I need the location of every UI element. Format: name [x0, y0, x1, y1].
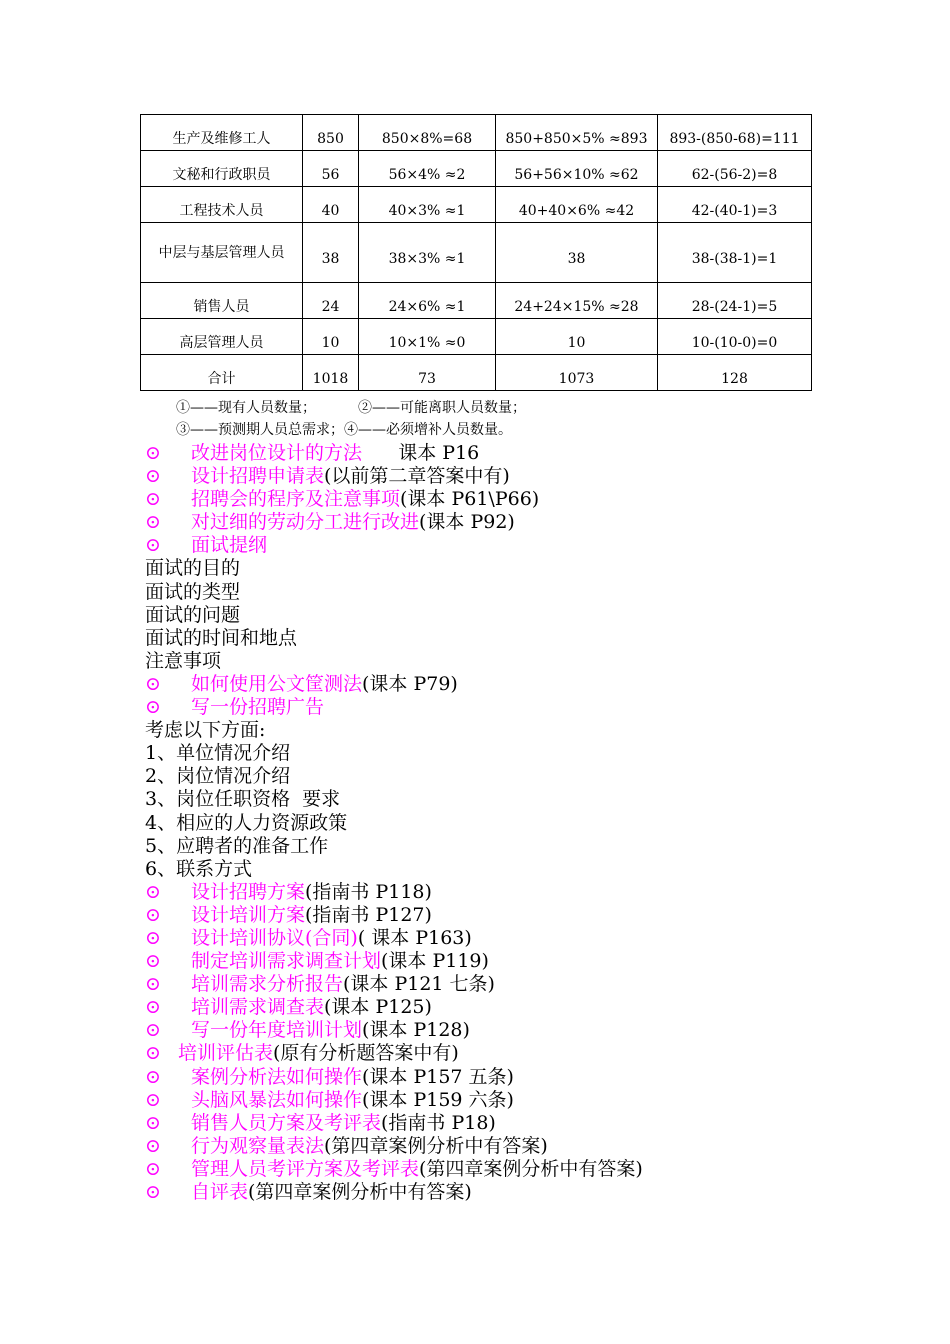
item-title: 头脑风暴法如何操作 — [191, 1088, 363, 1111]
plain-line: 注意事项 — [145, 649, 222, 672]
cell-text: 10-(10-0)=0 — [691, 334, 778, 351]
table-cell — [141, 283, 303, 319]
cell-text: 生产及维修工人 — [172, 130, 271, 147]
topic-list — [145, 442, 643, 1204]
table-cell — [359, 151, 496, 187]
item-reference: (课本 P128) — [362, 1019, 470, 1042]
table-cell — [658, 355, 812, 391]
table-cell — [303, 283, 359, 319]
circle-dot-icon: ⊙ — [145, 442, 161, 464]
plain-line: 3、岗位任职资格 要求 — [145, 788, 341, 811]
table-cell — [141, 223, 303, 283]
cell-text: 56 — [321, 166, 340, 183]
cell-text: 1073 — [558, 370, 595, 387]
table-cell — [658, 151, 812, 187]
circle-dot-icon: ⊙ — [145, 1134, 161, 1157]
bullet-item — [145, 996, 643, 1019]
legend-note-1: ①——现有人员数量； — [176, 400, 316, 416]
table-cell — [359, 319, 496, 355]
cell-text: 中层与基层管理人员 — [158, 244, 285, 261]
table-cell — [141, 355, 303, 391]
table-cell — [359, 355, 496, 391]
cell-text: 24+24×15% ≈28 — [514, 298, 639, 315]
circle-dot-icon: ⊙ — [145, 903, 161, 926]
table-cell — [359, 283, 496, 319]
table-cell — [658, 283, 812, 319]
item-title: 写一份年度培训计划 — [191, 1019, 363, 1042]
bullet-item — [145, 1181, 643, 1204]
table-cell — [496, 319, 658, 355]
bullet-item — [145, 1135, 643, 1158]
table-row — [141, 283, 812, 319]
item-reference: ( 课本 P163) — [357, 926, 472, 949]
table-cell — [303, 355, 359, 391]
circle-dot-icon: ⊙ — [145, 511, 161, 534]
cell-text: 24 — [321, 298, 340, 315]
circle-dot-icon: ⊙ — [145, 1111, 161, 1134]
item-title: 案例分析法如何操作 — [191, 1065, 363, 1088]
cell-text: 850×8%=68 — [381, 130, 473, 147]
legend-line-1 — [176, 397, 526, 419]
table-cell — [141, 115, 303, 151]
item-reference: (课本 P119) — [381, 950, 489, 973]
item-reference: (课本 P157 五条) — [362, 1065, 514, 1088]
table-cell — [658, 223, 812, 283]
bullet-item — [145, 1089, 643, 1112]
table-cell — [359, 187, 496, 223]
table-cell — [496, 151, 658, 187]
item-reference: (第四章案例分析中有答案) — [324, 1134, 548, 1157]
item-title: 管理人员考评方案及考评表 — [191, 1157, 420, 1180]
item-reference: (第四章案例分析中有答案) — [248, 1181, 472, 1203]
bullet-item — [145, 465, 643, 488]
table-cell — [658, 187, 812, 223]
workforce-forecast-table — [140, 114, 812, 391]
plain-line: 面试的类型 — [145, 580, 241, 603]
bullet-item — [145, 488, 643, 511]
item-reference: (指南书 P118) — [305, 880, 432, 903]
item-title: 制定培训需求调查计划 — [191, 950, 382, 973]
cell-text: 38 — [567, 250, 586, 267]
plain-line: 6、联系方式 — [145, 857, 253, 880]
circle-dot-icon: ⊙ — [145, 1019, 161, 1042]
item-reference: (课本 P121 七条) — [343, 973, 495, 996]
plain-line: 2、岗位情况介绍 — [145, 765, 291, 788]
circle-dot-icon: ⊙ — [145, 534, 161, 557]
cell-text: 10 — [567, 334, 586, 351]
cell-text: 38 — [321, 250, 340, 267]
bullet-item — [145, 973, 643, 996]
item-title: 设计招聘申请表 — [191, 465, 325, 488]
cell-text: 24×6% ≈1 — [388, 298, 466, 315]
item-title: 培训需求分析报告 — [191, 973, 344, 996]
bullet-item — [145, 696, 643, 719]
item-title: 面试提纲 — [191, 534, 268, 557]
circle-dot-icon: ⊙ — [145, 1181, 161, 1203]
cell-text: 10 — [321, 334, 340, 351]
item-reference: (课本 P79) — [362, 672, 458, 695]
bullet-item — [145, 904, 643, 927]
cell-text: 40+40×6% ≈42 — [518, 202, 635, 219]
cell-text: 工程技术人员 — [179, 202, 264, 219]
table-row — [141, 355, 812, 391]
item-reference: (指南书 P127) — [305, 903, 432, 926]
item-reference: (课本 P92) — [419, 511, 515, 534]
plain-line: 1、单位情况介绍 — [145, 742, 291, 765]
bullet-item — [145, 1042, 643, 1065]
bullet-item — [145, 673, 643, 696]
circle-dot-icon: ⊙ — [145, 672, 161, 695]
table-cell — [303, 187, 359, 223]
plain-line: 面试的问题 — [145, 603, 241, 626]
plain-line: 考虑以下方面: — [145, 719, 266, 742]
plain-line: 面试的目的 — [145, 557, 241, 580]
circle-dot-icon: ⊙ — [145, 465, 161, 488]
cell-text: 38×3% ≈1 — [388, 250, 466, 267]
table-cell — [658, 319, 812, 355]
item-title: 销售人员方案及考评表 — [191, 1111, 382, 1134]
bullet-item — [145, 511, 643, 534]
bullet-item — [145, 534, 643, 557]
item-title: 设计培训方案 — [191, 903, 306, 926]
cell-text: 文秘和行政职员 — [172, 166, 271, 183]
circle-dot-icon: ⊙ — [145, 880, 161, 903]
cell-text: 销售人员 — [193, 298, 250, 315]
bullet-item — [145, 881, 643, 904]
circle-dot-icon: ⊙ — [145, 926, 161, 949]
plain-line: 面试的时间和地点 — [145, 626, 298, 649]
table-cell — [496, 355, 658, 391]
plain-line: 4、相应的人力资源政策 — [145, 811, 348, 834]
cell-text: 56+56×10% ≈62 — [514, 166, 639, 183]
cell-text: 40 — [321, 202, 340, 219]
item-reference: (原有分析题答案中有) — [273, 1042, 459, 1065]
cell-text: 56×4% ≈2 — [388, 166, 466, 183]
cell-text: 38-(38-1)=1 — [691, 250, 778, 267]
table-cell — [303, 151, 359, 187]
bullet-item — [145, 1158, 643, 1181]
bullet-item — [145, 442, 643, 465]
item-title: 对过细的劳动分工进行改进 — [191, 511, 420, 534]
table-cell — [496, 283, 658, 319]
cell-text: 28-(24-1)=5 — [691, 298, 778, 315]
item-reference: (课本 P61\P66) — [400, 488, 540, 511]
circle-dot-icon: ⊙ — [145, 1157, 161, 1180]
circle-dot-icon: ⊙ — [145, 1088, 161, 1111]
table-cell — [658, 115, 812, 151]
circle-dot-icon: ⊙ — [145, 1065, 161, 1088]
legend-note-2: ②——可能离职人员数量； — [358, 400, 526, 416]
item-title: 设计招聘方案 — [191, 880, 306, 903]
table-row — [141, 187, 812, 223]
cell-text: 10×1% ≈0 — [388, 334, 466, 351]
bullet-item — [145, 1112, 643, 1135]
item-reference: (课本 P159 六条) — [362, 1088, 514, 1111]
table-cell — [496, 223, 658, 283]
table-cell — [141, 187, 303, 223]
cell-text: 62-(56-2)=8 — [691, 166, 778, 183]
item-reference: (第四章案例分析中有答案) — [419, 1157, 643, 1180]
circle-dot-icon: ⊙ — [145, 950, 161, 973]
cell-text: 850+850×5% ≈893 — [505, 130, 648, 147]
cell-text: 1018 — [312, 370, 349, 387]
bullet-item — [145, 927, 643, 950]
circle-dot-icon: ⊙ — [145, 996, 161, 1019]
item-reference: 课本 P16 — [362, 442, 480, 464]
cell-text: 850 — [317, 130, 344, 147]
item-reference: (指南书 P18) — [381, 1111, 496, 1134]
item-title: 自评表 — [191, 1181, 249, 1203]
table-row — [141, 151, 812, 187]
cell-text: 高层管理人员 — [179, 334, 264, 351]
table-cell — [359, 223, 496, 283]
cell-text: 合计 — [207, 370, 236, 387]
circle-dot-icon: ⊙ — [145, 696, 161, 719]
table-row — [141, 319, 812, 355]
table-cell — [303, 115, 359, 151]
table-cell — [359, 115, 496, 151]
circle-dot-icon: ⊙ — [145, 488, 161, 511]
item-title: 招聘会的程序及注意事项 — [191, 488, 401, 511]
legend-line-2: ③——预测期人员总需求；④——必须增补人员数量。 — [176, 422, 512, 438]
item-reference: (以前第二章答案中有) — [324, 465, 510, 488]
table-cell — [303, 223, 359, 283]
circle-dot-icon: ⊙ — [145, 973, 161, 996]
table-cell — [496, 187, 658, 223]
table-cell — [496, 115, 658, 151]
item-reference: (课本 P125) — [324, 996, 432, 1019]
cell-text: 73 — [418, 370, 436, 387]
cell-text: 42-(40-1)=3 — [691, 202, 778, 219]
item-title: 如何使用公文筐测法 — [191, 672, 363, 695]
circle-dot-icon: ⊙ — [145, 1042, 161, 1065]
table-cell — [141, 319, 303, 355]
table-cell — [141, 151, 303, 187]
cell-text: 128 — [721, 370, 748, 387]
item-title: 培训需求调查表 — [191, 996, 325, 1019]
bullet-item — [145, 950, 643, 973]
item-title: 培训评估表 — [178, 1042, 274, 1065]
table-row — [141, 115, 812, 151]
item-title: 设计培训协议(合同) — [191, 926, 358, 949]
table-cell — [303, 319, 359, 355]
plain-line: 5、应聘者的准备工作 — [145, 834, 329, 857]
item-title: 改进岗位设计的方法 — [191, 442, 363, 464]
cell-text: 40×3% ≈1 — [388, 202, 466, 219]
bullet-item — [145, 1019, 643, 1042]
item-title: 写一份招聘广告 — [191, 696, 325, 719]
table-row — [141, 223, 812, 283]
table-legend — [176, 397, 526, 441]
bullet-item — [145, 1066, 643, 1089]
cell-text: 893-(850-68)=111 — [669, 130, 800, 147]
item-title: 行为观察量表法 — [191, 1134, 325, 1157]
